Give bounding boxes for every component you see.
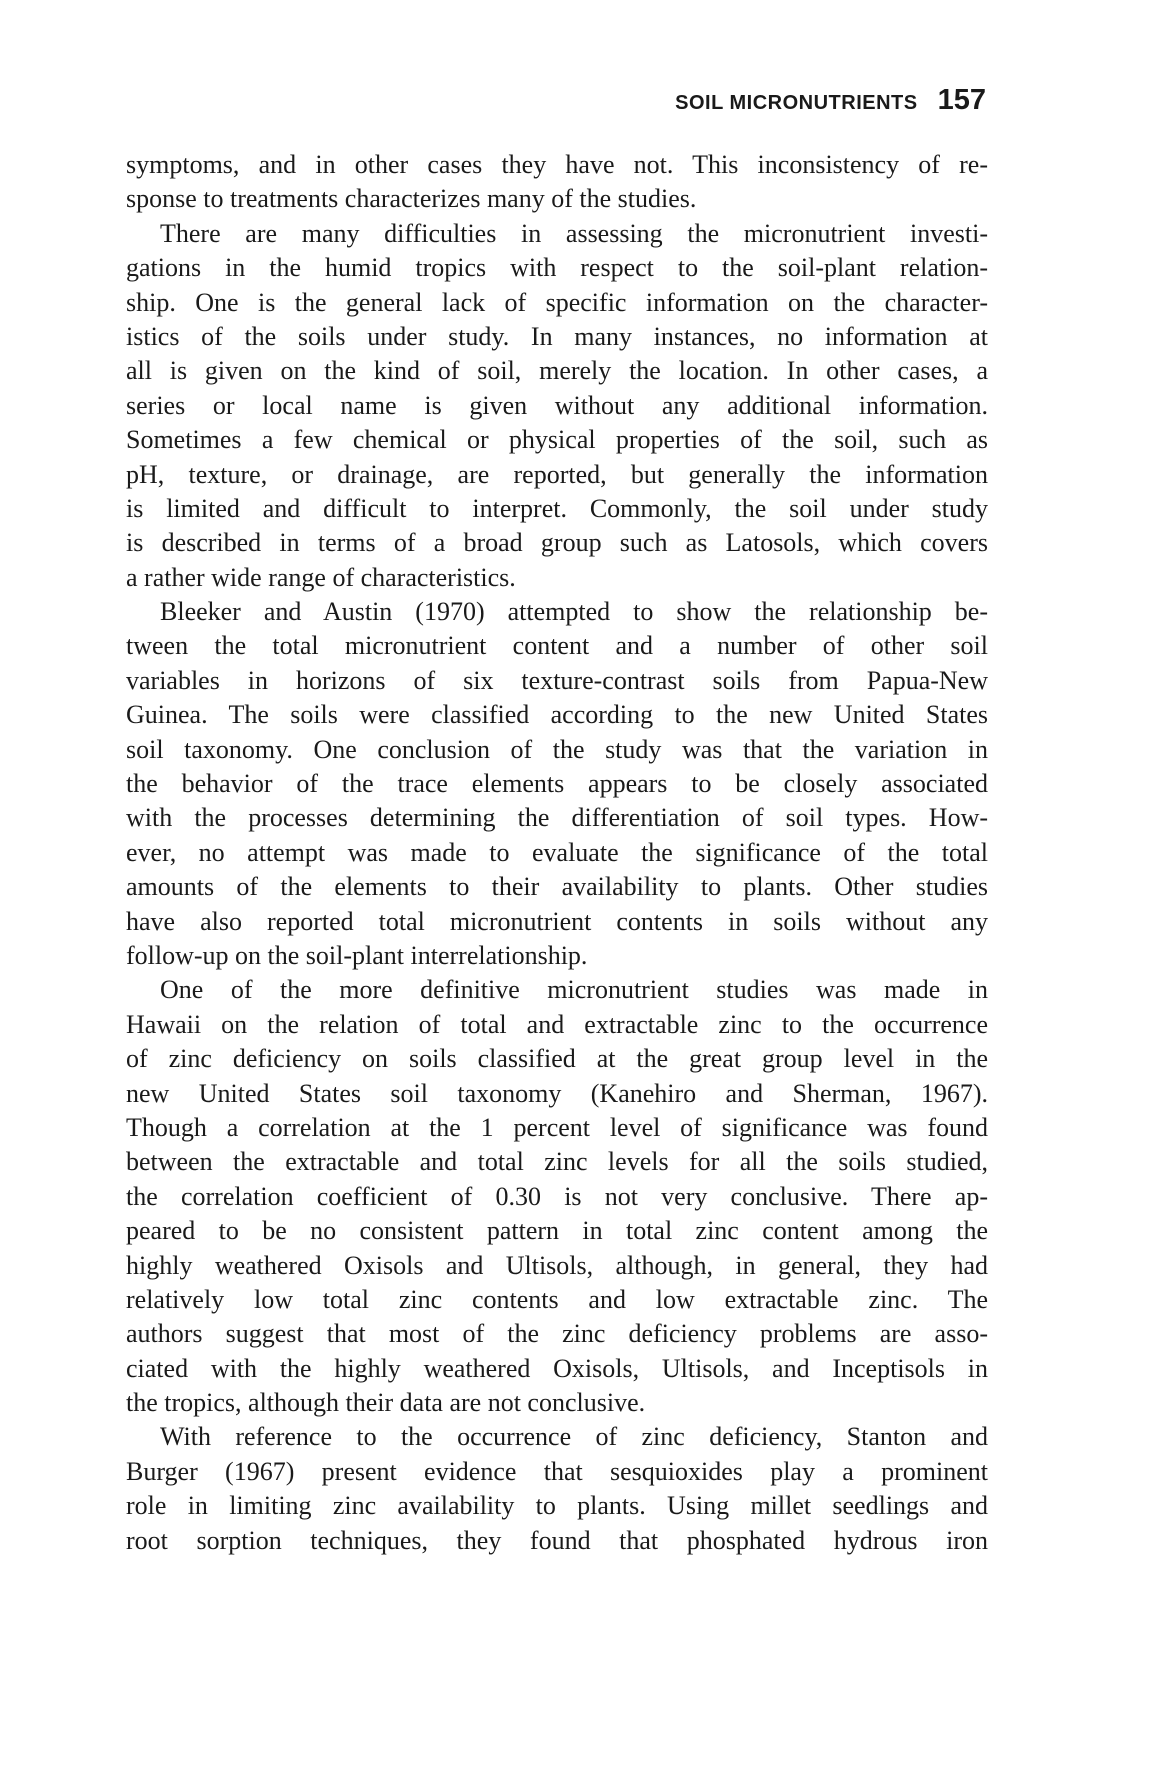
text-line: peared to be no consistent pattern in total zinc content among the (126, 1216, 988, 1246)
text-line: symptoms, and in other cases they have not. This inconsistency of re- (126, 150, 988, 179)
text-line: a rather wide range of characteristics. (126, 562, 516, 592)
text-line: amounts of the elements to their availability to plants. Other studies (126, 872, 988, 902)
text-line: ever, no attempt was made to evaluate the significance of the total (126, 837, 988, 867)
text-line: ship. One is the general lack of specific information on the character- (126, 287, 988, 317)
text-line: With reference to the occurrence of zinc deficiency, Stanton and (160, 1422, 988, 1452)
paragraph (126, 595, 988, 973)
text-line: One of the more definitive micronutrient studies was made in (160, 975, 988, 1005)
paragraph (126, 1420, 988, 1558)
paragraph (126, 973, 988, 1420)
text-line: soil taxonomy. One conclusion of the study was that the variation in (126, 734, 988, 764)
page-number: 157 (937, 84, 986, 116)
running-title: SOIL MICRONUTRIENTS (675, 92, 918, 114)
text-line: Bleeker and Austin (1970) attempted to show the relationship be- (160, 597, 988, 627)
text-line: follow-up on the soil-plant interrelationship. (126, 940, 588, 970)
text-line: the correlation coefficient of 0.30 is not very conclusive. There ap- (126, 1181, 988, 1211)
text-line: tween the total micronutrient content and a number of other soil (126, 631, 988, 661)
text-line: Sometimes a few chemical or physical properties of the soil, such as (126, 425, 988, 455)
text-line: Hawaii on the relation of total and extractable zinc to the occurrence (126, 1009, 988, 1039)
text-line: with the processes determining the differentiation of soil types. How- (126, 803, 988, 833)
text-line: the behavior of the trace elements appears to be closely associated (126, 769, 988, 799)
text-line: variables in horizons of six texture-contrast soils from Papua-New (126, 665, 988, 695)
text-line: role in limiting zinc availability to plants. Using millet seedlings and (126, 1491, 988, 1521)
text-line: is limited and difficult to interpret. Commonly, the soil under study (126, 493, 988, 523)
text-line: ciated with the highly weathered Oxisols, Ultisols, and Inceptisols in (126, 1353, 988, 1383)
text-line: is described in terms of a broad group such as Latosols, which covers (126, 528, 988, 558)
text-line: authors suggest that most of the zinc deficiency problems are asso- (126, 1319, 988, 1349)
running-head (126, 84, 986, 124)
text-line: gations in the humid tropics with respect to the soil-plant relation- (126, 253, 988, 283)
text-line: have also reported total micronutrient contents in soils without any (126, 906, 988, 936)
text-line: Burger (1967) present evidence that sesquioxides play a prominent (126, 1456, 988, 1486)
paragraph (126, 148, 988, 217)
text-line: relatively low total zinc contents and low extractable zinc. The (126, 1284, 988, 1314)
text-line: sponse to treatments characterizes many of the studies. (126, 184, 697, 214)
text-line: Though a correlation at the 1 percent level of significance was found (126, 1112, 988, 1142)
text-line: new United States soil taxonomy (Kanehiro and Sherman, 1967). (126, 1078, 988, 1108)
text-line: istics of the soils under study. In many instances, no information at (126, 321, 988, 351)
text-line: root sorption techniques, they found that phosphated hydrous iron (126, 1525, 988, 1555)
text-line: pH, texture, or drainage, are reported, but generally the information (126, 459, 988, 489)
paragraph (126, 217, 988, 595)
text-line: series or local name is given without any additional information. (126, 390, 988, 420)
body-text (126, 148, 988, 1558)
text-line: of zinc deficiency on soils classified at the great group level in the (126, 1044, 988, 1074)
text-line: all is given on the kind of soil, merely the location. In other cases, a (126, 356, 988, 386)
text-line: the tropics, although their data are not conclusive. (126, 1388, 646, 1418)
text-line: Guinea. The soils were classified according to the new United States (126, 700, 988, 730)
text-line: There are many difficulties in assessing the micronutrient investi- (160, 218, 988, 248)
text-line: between the extractable and total zinc levels for all the soils studied, (126, 1147, 988, 1177)
text-line: highly weathered Oxisols and Ultisols, although, in general, they had (126, 1250, 988, 1280)
